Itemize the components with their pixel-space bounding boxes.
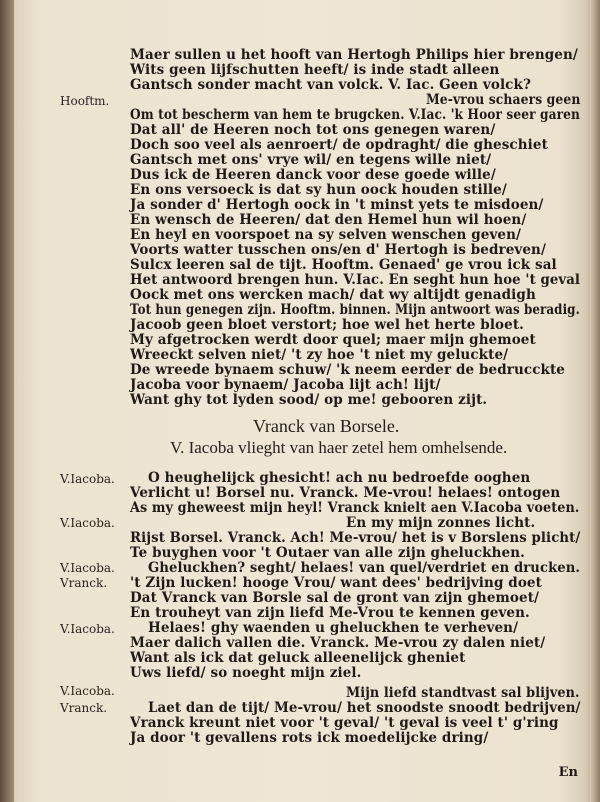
text-line: Rijst Borsel. Vranck. Ach! Me-vrou/ het is v Borslens plicht/	[130, 530, 581, 546]
text-line: O heughelijck ghesicht! ach nu bedroefde ooghen	[148, 470, 531, 486]
text-line: En my mijn zonnes licht.	[346, 515, 536, 531]
text-line: Laet dan de tijt/ Me-vrou/ het snoodste snoodt bedrijven/	[148, 700, 581, 716]
book-gutter-shadow	[0, 0, 14, 802]
text-line: Doch soo veel als aenroert/ de opdraght/ die gheschiet	[130, 137, 548, 153]
speaker-label: Vranck.	[60, 576, 108, 590]
book-page	[28, 30, 586, 780]
text-line: Oock met ons wercken mach/ dat wy altijdt genadigh	[130, 287, 536, 303]
speaker-label: V.Iacoba.	[60, 684, 115, 698]
text-line: Het antwoord brengen hun. V.Iac. En seght hun hoe 't geval	[130, 272, 581, 288]
text-line: Sulcx leeren sal de tijt. Hooftm. Genaed' ge vrou ick sal	[130, 257, 557, 273]
text-line: Wits geen lijfschutten heeft/ is inde stadt alleen	[130, 62, 500, 78]
text-line: De wreede bynaem schuw/ 'k neem eerder de bedrucckte	[130, 362, 565, 378]
text-line: Dat Vranck van Borsle sal de gront van zijn ghemoet/	[130, 590, 540, 606]
text-line: Gantsch sonder macht van volck. V. Iac. Geen volck?	[130, 77, 531, 93]
text-line: Uws liefd/ so noeght mijn ziel.	[130, 665, 362, 681]
text-line: Voorts watter tusschen ons/en d' Hertogh is bedreven/	[130, 242, 546, 258]
text-line: En trouheyt van zijn liefd Me-Vrou te kennen geven.	[130, 605, 530, 621]
speaker-label: V.Iacoba.	[60, 516, 115, 530]
catchword: En	[558, 765, 578, 780]
text-line: Vranck kreunt niet voor 't geval/ 't geval is veel t' g'ring	[130, 715, 559, 731]
text-line: Jacoob geen bloet verstort; hoe wel het herte bloet.	[130, 317, 524, 333]
text-line: Wreeckt selven niet/ 't zy hoe 't niet my geluckte/	[130, 347, 509, 363]
text-line: Om tot bescherm van hem te brugcken. V.Iac. 'k Hoor seer garen	[130, 107, 580, 123]
speaker-label: V.Iacoba.	[60, 622, 115, 636]
speaker-label: V.Iacoba.	[60, 561, 115, 575]
text-line: En wensch de Heeren/ dat den Hemel hun wil hoen/	[130, 212, 527, 228]
speaker-label: Hooftm.	[60, 94, 110, 108]
scene-heading-name: Vranck van Borsele.	[253, 416, 400, 436]
text-line: Jacoba voor bynaem/ Jacoba lijt ach! lijt/	[130, 377, 441, 393]
speaker-label: V.Iacoba.	[60, 472, 115, 486]
text-line: Mijn liefd standtvast sal blijven.	[346, 685, 580, 701]
text-line: Want als ick dat geluck alleenelijck gheniet	[130, 650, 466, 666]
text-line: Me-vrou schaers geen	[426, 92, 581, 108]
text-line: Gantsch met ons' vrye wil/ en tegens wille niet/	[130, 152, 492, 168]
text-line: As my gheweest mijn heyl! Vranck knielt aen V.Iacoba voeten.	[130, 500, 580, 516]
text-line: Ja sonder d' Hertogh oock in 't minst yets te misdoen/	[130, 197, 544, 213]
text-line: My afgetrocken werdt door quel; maer mijn ghemoet	[130, 332, 536, 348]
speaker-label: Vranck.	[60, 701, 108, 715]
text-line: Verlicht u! Borsel nu. Vranck. Me-vrou! helaes! ontogen	[130, 485, 561, 501]
text-line: Dus ick de Heeren danck voor dese goede wille/	[130, 167, 496, 183]
text-line: En ons versoeck is dat sy hun oock houden stille/	[130, 182, 507, 198]
text-line: Maer sullen u het hooft van Hertogh Philips hier brengen/	[130, 47, 578, 63]
text-line: Dat all' de Heeren noch tot ons genegen waren/	[130, 122, 496, 138]
page-right-edge	[590, 0, 600, 802]
text-line: Want ghy tot lyden sood/ op me! gebooren zijt.	[130, 392, 488, 408]
text-line: Helaes! ghy waenden u gheluckhen te verheven/	[148, 620, 519, 636]
scene-heading-stage-direction: V. Iacoba vlieght van haer zetel hem omhelsende.	[170, 438, 508, 457]
text-line: En heyl en voorspoet na sy selven wenschen geven/	[130, 227, 522, 243]
text-line: Gheluckhen? seght/ helaes! van quel/verdriet en drucken.	[148, 560, 581, 576]
text-line: Ja door 't gevallens rots ick moedelijcke dring/	[130, 730, 489, 746]
text-line: Maer dalich vallen die. Vranck. Me-vrou zy dalen niet/	[130, 635, 546, 651]
text-line: 't Zijn lucken! hooge Vrou/ want dees' bedrijving doet	[130, 575, 542, 591]
text-line: Te buyghen voor 't Outaer van alle zijn gheluckhen.	[130, 545, 525, 561]
text-line: Tot hun genegen zijn. Hooftm. binnen. Mijn antwoort was beradig.	[130, 302, 580, 318]
